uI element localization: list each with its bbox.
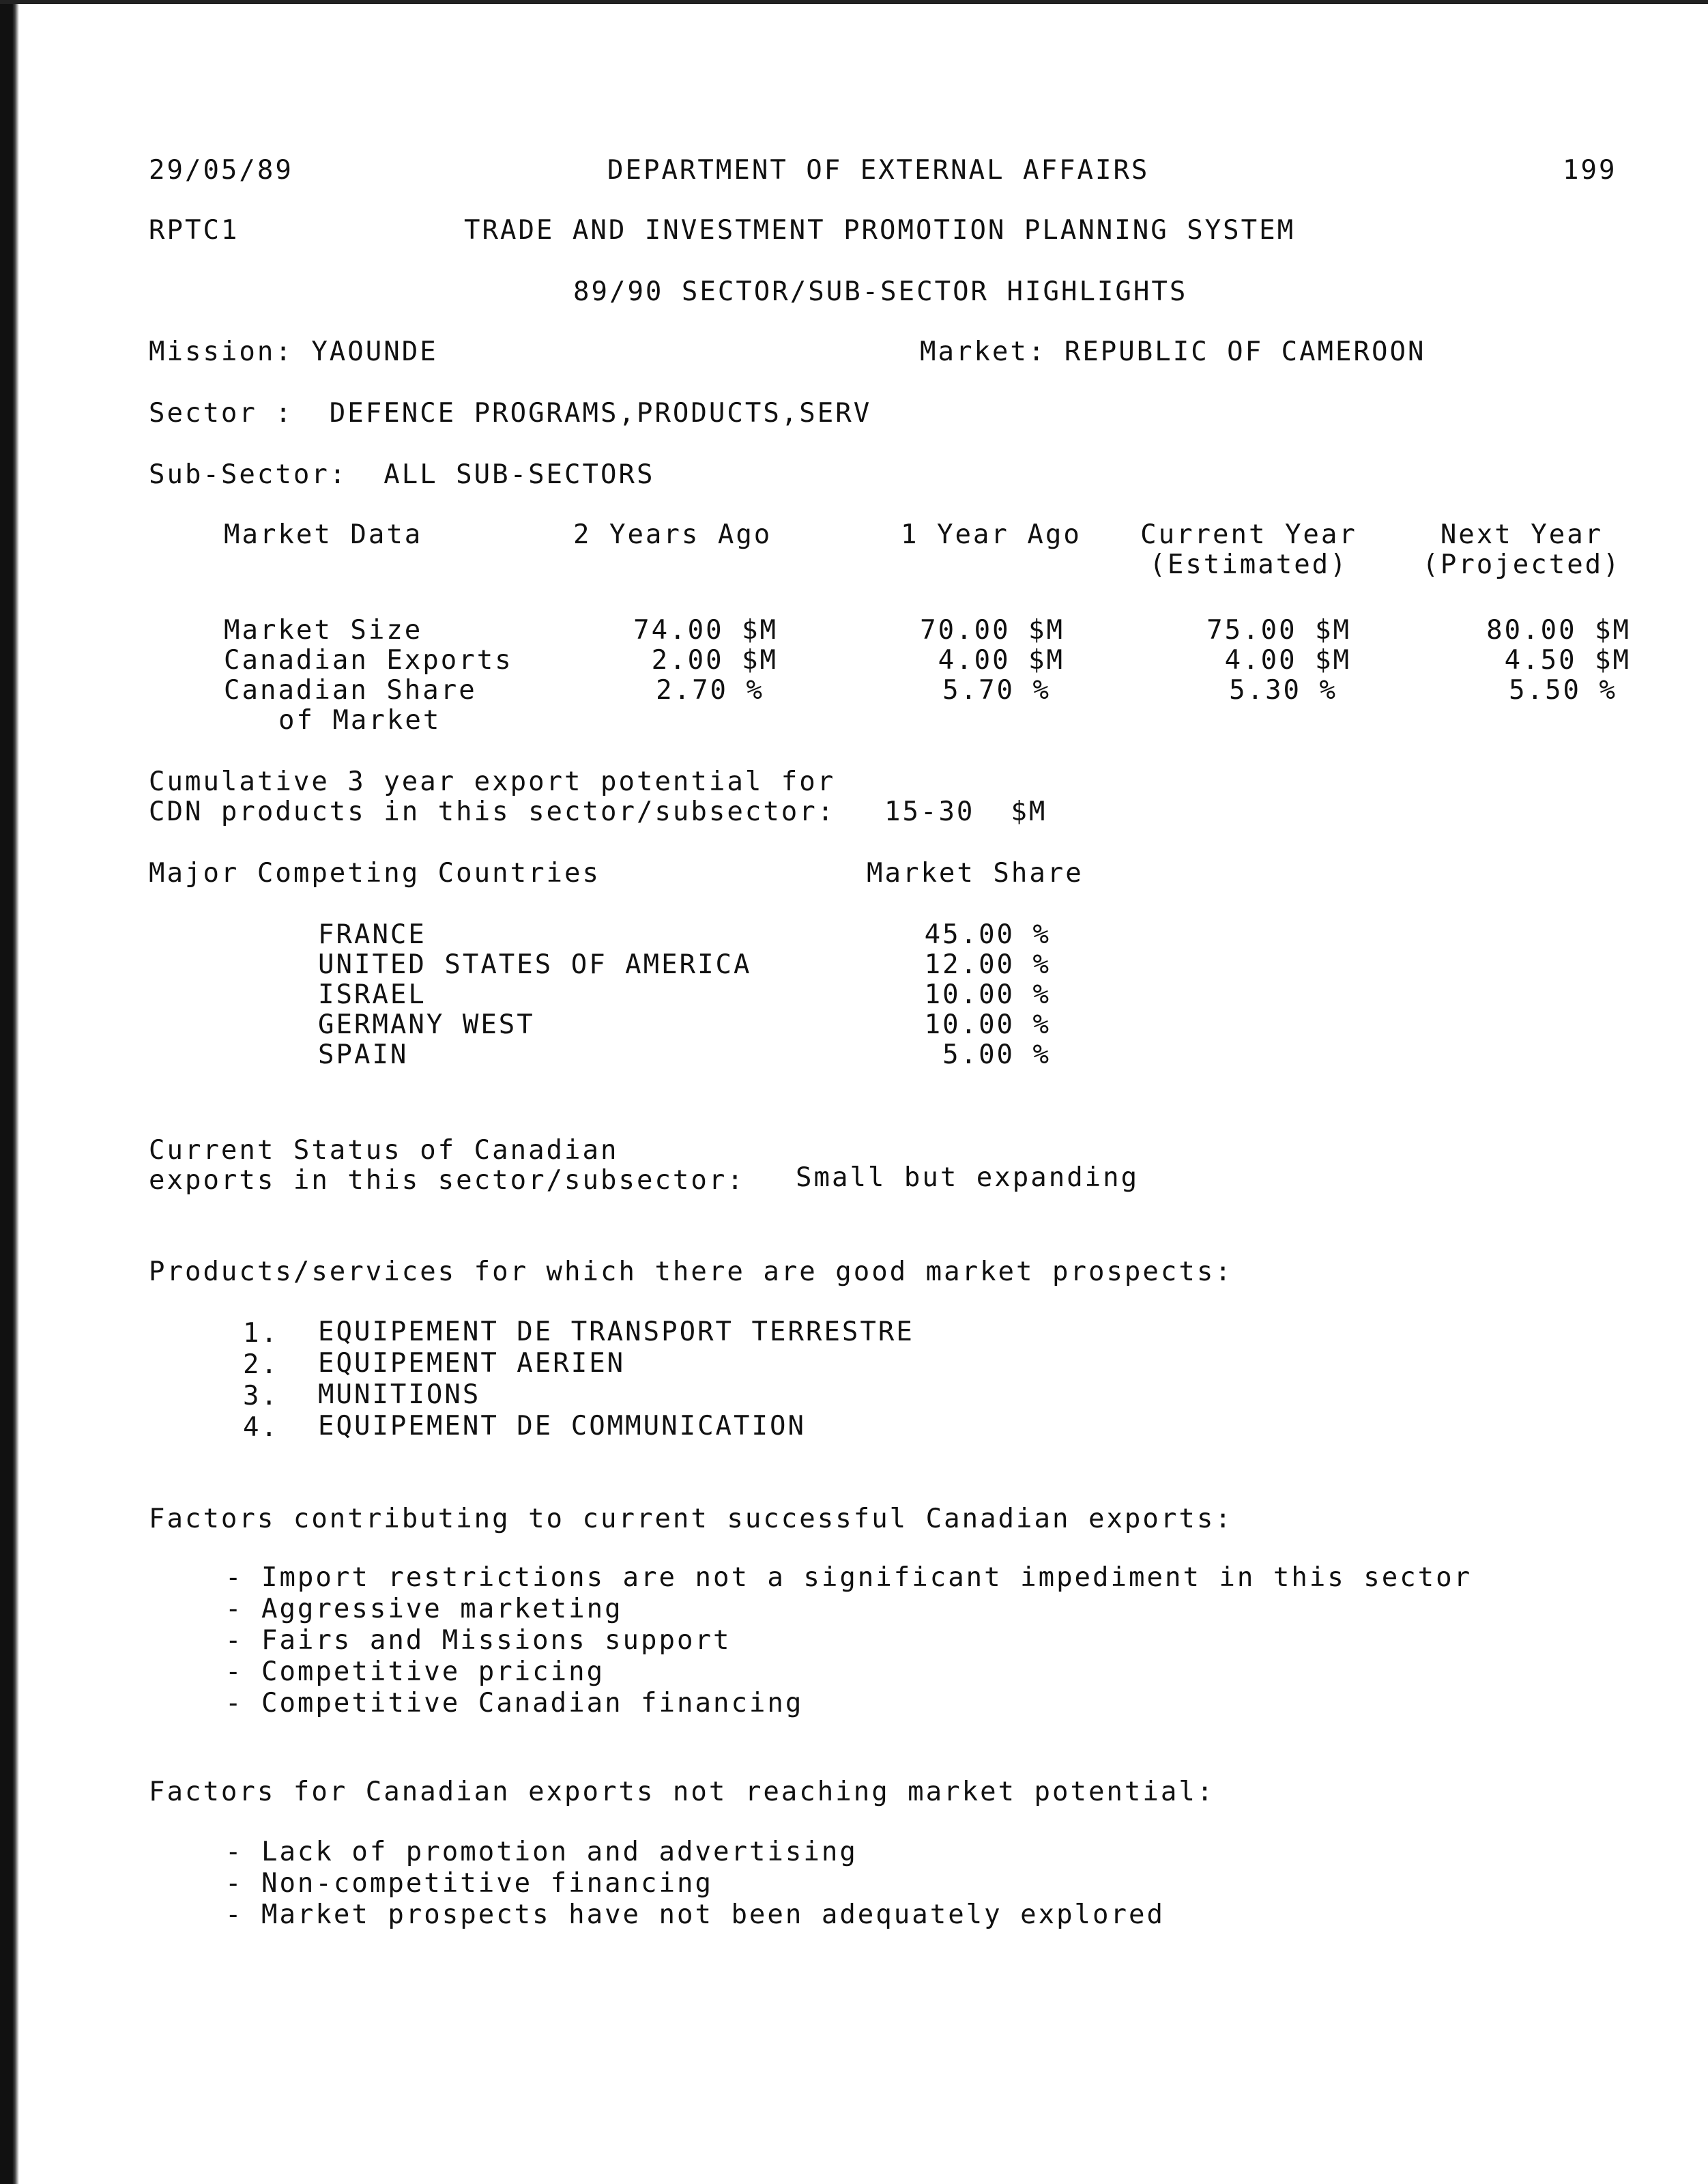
status-label-line1: Current Status of Canadian	[149, 1135, 619, 1166]
row-label-canadian-exports: Canadian Exports	[224, 645, 513, 676]
competitor-share: 10.00 %	[924, 979, 1051, 1010]
success-factors-heading: Factors contributing to current successful Canadian exports:	[149, 1504, 1233, 1534]
col-header-current-estimated: (Estimated)	[1149, 549, 1348, 580]
cell-value: 74.00 $M	[633, 615, 778, 646]
col-header-next-projected: (Projected)	[1422, 549, 1621, 580]
cell-value: 4.50 $M	[1504, 645, 1631, 676]
competitor-country: FRANCE	[318, 919, 426, 950]
status-value: Small but expanding	[796, 1162, 1140, 1193]
prospects-heading: Products/services for which there are good market prospects:	[149, 1256, 1233, 1287]
cell-value: 70.00 $M	[920, 615, 1065, 646]
cell-value: 80.00 $M	[1486, 615, 1631, 646]
row-label-market-size: Market Size	[224, 615, 423, 646]
system-title: TRADE AND INVESTMENT PROMOTION PLANNING SYSTEM	[464, 215, 1296, 246]
list-item: - Non-competitive financing	[225, 1868, 713, 1899]
list-item: - Competitive Canadian financing	[225, 1688, 804, 1719]
cell-value: 4.00 $M	[1224, 645, 1351, 676]
cell-value: 2.00 $M	[651, 645, 778, 676]
report-date: 29/05/89	[149, 155, 293, 186]
page-number: 199	[1563, 155, 1617, 186]
list-item-number: 1.	[243, 1318, 279, 1349]
cell-value: 5.30 %	[1229, 675, 1337, 706]
report-title: 89/90 SECTOR/SUB-SECTOR HIGHLIGHTS	[573, 276, 1188, 307]
list-item-number: 2.	[243, 1349, 279, 1380]
list-item: EQUIPEMENT DE COMMUNICATION	[318, 1411, 806, 1441]
cell-value: 5.50 %	[1509, 675, 1617, 706]
market-line: Market: REPUBLIC OF CAMEROON	[920, 336, 1426, 367]
list-item: EQUIPEMENT DE TRANSPORT TERRESTRE	[318, 1317, 914, 1347]
list-item-number: 4.	[243, 1412, 279, 1443]
col-header-2-years-ago: 2 Years Ago	[573, 519, 772, 550]
list-item: - Lack of promotion and advertising	[225, 1837, 858, 1867]
subsector-line: Sub-Sector: ALL SUB-SECTORS	[149, 459, 655, 490]
list-item: - Fairs and Missions support	[225, 1625, 732, 1656]
scan-edge-top	[0, 0, 1708, 4]
competitor-country: UNITED STATES OF AMERICA	[318, 949, 752, 980]
sector-line: Sector : DEFENCE PROGRAMS,PRODUCTS,SERV	[149, 398, 872, 429]
competitors-header: Major Competing Countries	[149, 858, 600, 889]
competitor-country: ISRAEL	[318, 979, 426, 1010]
list-item: - Import restrictions are not a significant impediment in this sector	[225, 1562, 1473, 1593]
list-item: MUNITIONS	[318, 1379, 481, 1410]
shortfall-factors-heading: Factors for Canadian exports not reaching market potential:	[149, 1777, 1215, 1807]
competitor-share: 45.00 %	[924, 919, 1051, 950]
list-item: EQUIPEMENT AERIEN	[318, 1348, 626, 1379]
col-header-1-year-ago: 1 Year Ago	[901, 519, 1082, 550]
row-label-canadian-share-cont: of Market	[278, 705, 442, 736]
scan-edge	[0, 0, 19, 2184]
status-label-line2: exports in this sector/subsector:	[149, 1165, 745, 1196]
col-header-market-data: Market Data	[224, 519, 423, 550]
list-item: - Competitive pricing	[225, 1656, 605, 1687]
col-header-next-year: Next Year	[1440, 519, 1604, 550]
potential-label-line1: Cumulative 3 year export potential for	[149, 766, 836, 797]
list-item: - Aggressive marketing	[225, 1594, 623, 1624]
list-item: - Market prospects have not been adequately explored	[225, 1899, 1165, 1930]
cell-value: 5.70 %	[942, 675, 1051, 706]
mission-line: Mission: YAOUNDE	[149, 336, 438, 367]
col-header-current-year: Current Year	[1140, 519, 1357, 550]
competitor-country: SPAIN	[318, 1039, 409, 1070]
competitor-country: GERMANY WEST	[318, 1009, 535, 1040]
list-item-number: 3.	[243, 1381, 279, 1411]
cell-value: 4.00 $M	[938, 645, 1065, 676]
competitor-share: 5.00 %	[942, 1039, 1051, 1070]
row-label-canadian-share: Canadian Share	[224, 675, 477, 706]
cell-value: 75.00 $M	[1206, 615, 1351, 646]
competitor-share: 10.00 %	[924, 1009, 1051, 1040]
department-title: DEPARTMENT OF EXTERNAL AFFAIRS	[607, 155, 1150, 186]
competitor-share: 12.00 %	[924, 949, 1051, 980]
cell-value: 2.70 %	[656, 675, 764, 706]
market-share-header: Market Share	[867, 858, 1084, 889]
report-code: RPTC1	[149, 215, 240, 246]
potential-value: 15-30 $M	[884, 796, 1047, 827]
potential-label-line2: CDN products in this sector/subsector:	[149, 796, 836, 827]
